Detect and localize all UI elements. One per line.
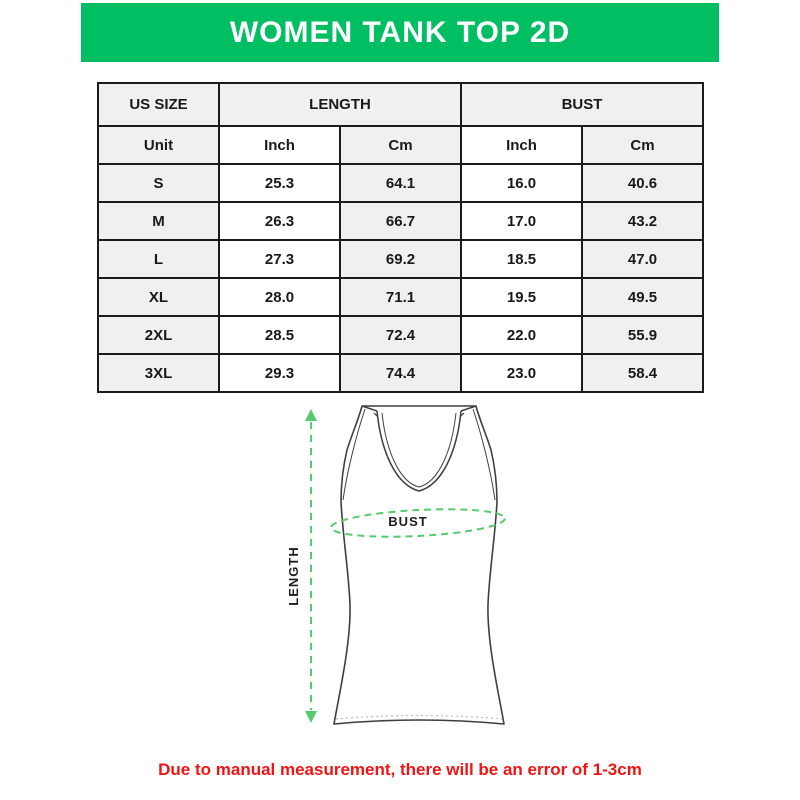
title-banner	[81, 3, 719, 62]
length-inch-cell: 25.3	[219, 164, 340, 202]
length-cm-cell: 72.4	[340, 316, 461, 354]
bust-inch-cell: 18.5	[461, 240, 582, 278]
bust-inch-cell: 22.0	[461, 316, 582, 354]
length-inch-header: Inch	[219, 126, 340, 164]
size-cell: 2XL	[98, 316, 219, 354]
size-cell: L	[98, 240, 219, 278]
length-cm-cell: 64.1	[340, 164, 461, 202]
col-group-us-size: US SIZE	[98, 83, 219, 126]
bust-cm-cell: 43.2	[582, 202, 703, 240]
size-cell: XL	[98, 278, 219, 316]
bust-inch-header: Inch	[461, 126, 582, 164]
length-inch-cell: 28.0	[219, 278, 340, 316]
bust-cm-cell: 58.4	[582, 354, 703, 392]
size-row-xl	[98, 278, 703, 316]
size-table	[97, 82, 704, 393]
length-inch-cell: 26.3	[219, 202, 340, 240]
length-cm-header: Cm	[340, 126, 461, 164]
size-cell: S	[98, 164, 219, 202]
measurement-note: Due to manual measurement, there will be an error of 1-3cm	[158, 760, 642, 779]
col-group-bust: BUST	[461, 83, 703, 126]
bust-cm-cell: 40.6	[582, 164, 703, 202]
bust-cm-cell: 49.5	[582, 278, 703, 316]
size-row-3xl	[98, 354, 703, 392]
length-arrowhead-bottom	[305, 711, 317, 723]
size-cell: 3XL	[98, 354, 219, 392]
table-unit-row	[98, 126, 703, 164]
length-arrowhead-top	[305, 409, 317, 421]
length-cm-cell: 66.7	[340, 202, 461, 240]
page-title: WOMEN TANK TOP 2D	[229, 15, 571, 49]
bust-label: BUST	[388, 514, 428, 529]
length-cm-cell: 69.2	[340, 240, 461, 278]
size-row-l	[98, 240, 703, 278]
length-inch-cell: 27.3	[219, 240, 340, 278]
size-row-2xl	[98, 316, 703, 354]
length-cm-cell: 74.4	[340, 354, 461, 392]
length-inch-cell: 29.3	[219, 354, 340, 392]
tank-top-illustration	[270, 390, 540, 742]
length-label: LENGTH	[286, 546, 301, 606]
table-group-header-row	[98, 83, 703, 126]
bust-inch-cell: 19.5	[461, 278, 582, 316]
bust-inch-cell: 23.0	[461, 354, 582, 392]
length-inch-cell: 28.5	[219, 316, 340, 354]
bust-cm-cell: 55.9	[582, 316, 703, 354]
bust-inch-cell: 17.0	[461, 202, 582, 240]
size-cell: M	[98, 202, 219, 240]
bust-inch-cell: 16.0	[461, 164, 582, 202]
size-row-m	[98, 202, 703, 240]
size-row-s	[98, 164, 703, 202]
bust-cm-header: Cm	[582, 126, 703, 164]
tank-top-diagram	[270, 390, 540, 742]
col-group-length: LENGTH	[219, 83, 461, 126]
length-cm-cell: 71.1	[340, 278, 461, 316]
bust-cm-cell: 47.0	[582, 240, 703, 278]
unit-header-cell: Unit	[98, 126, 219, 164]
